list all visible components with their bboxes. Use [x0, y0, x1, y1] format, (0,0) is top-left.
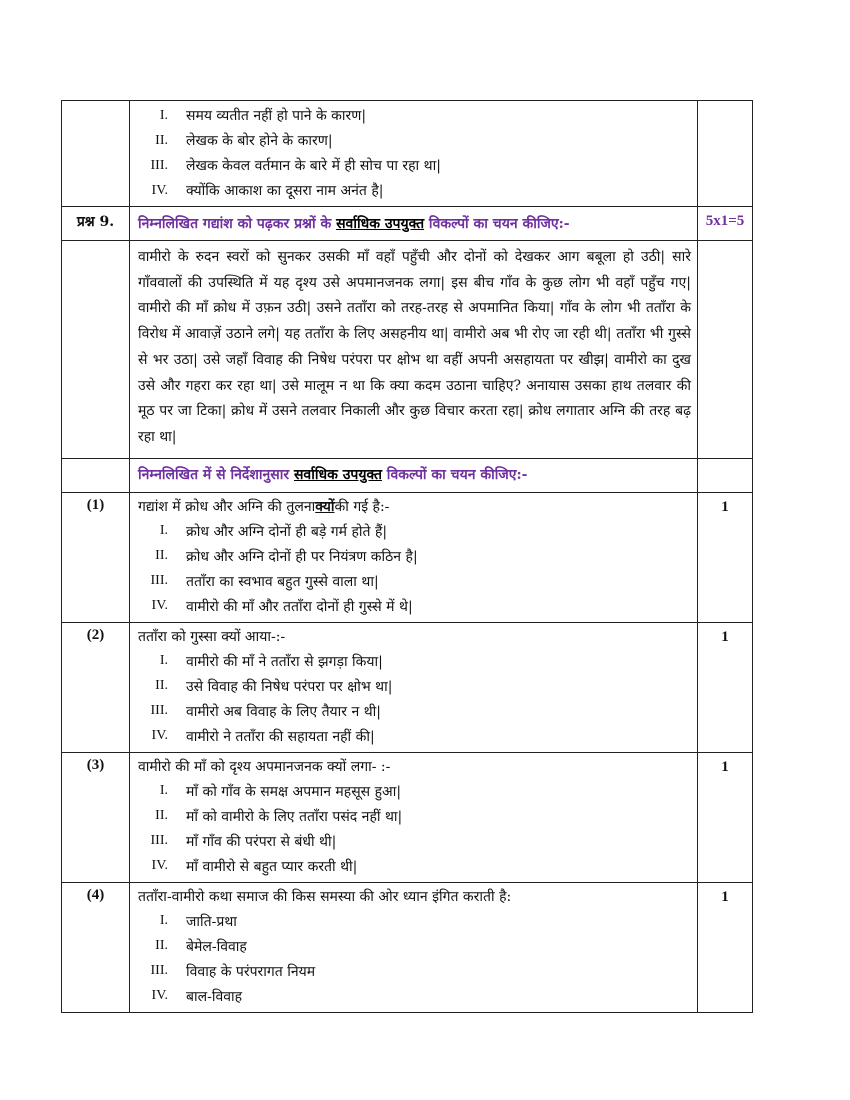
option-item: [138, 984, 691, 1009]
option-roman: III.: [150, 963, 168, 979]
prev-question-row: [62, 101, 753, 207]
option-text: विवाह के परंपरागत नियम: [186, 963, 316, 980]
option-text: समय व्यतीत नहीं हो पाने के कारण|: [186, 108, 367, 124]
question-table: [61, 100, 753, 1013]
sub-instruction-cell: [130, 458, 698, 492]
option-text: क्योंकि आकाश का दूसरा नाम अनंत है|: [186, 183, 384, 199]
option-roman: III.: [150, 703, 168, 719]
option-roman: I.: [159, 523, 168, 539]
prev-marks-cell: [698, 101, 753, 207]
q9-header-row: [62, 207, 753, 241]
option-text: बेमेल-विवाह: [186, 938, 247, 955]
option-roman: I.: [159, 913, 168, 929]
question-marks: 1: [698, 882, 753, 1012]
passage-cell: [130, 241, 698, 459]
option-roman: II.: [155, 808, 168, 824]
option-item: [138, 804, 691, 829]
passage-number-cell: [62, 241, 130, 459]
option-text: वामीरो की माँ ने तताँरा से झगड़ा किया|: [186, 653, 383, 670]
option-item: [138, 854, 691, 879]
option-roman: IV.: [151, 598, 168, 614]
option-roman: III.: [150, 157, 168, 173]
option-text: बाल-विवाह: [186, 988, 243, 1005]
option-roman: I.: [159, 783, 168, 799]
question-row: [62, 882, 753, 1012]
option-item: [138, 649, 691, 674]
sub-instruction: [138, 461, 691, 489]
instruction-emphasis: सर्वाधिक उपयुक्त: [336, 216, 425, 232]
option-item: [138, 519, 691, 544]
prev-options-cell: [130, 101, 698, 207]
option-roman: IV.: [151, 988, 168, 1004]
q9-instruction-cell: [130, 207, 698, 241]
option-roman: IV.: [151, 182, 168, 198]
question-stem: [138, 755, 691, 779]
passage-marks-cell: [698, 241, 753, 459]
passage-text: वामीरो के रुदन स्वरों को सुनकर उसकी माँ वहाँ पहुँची और दोनों को देखकर आग बबूला हो उठी| सारे गाँववालों की उपस्थिति में यह दृश्य उसे अपमानजनक लगा| इस बीच गाँव के कुछ लोग भी वहाँ पहुँच गए| वामीरो की माँ क्रोध में उफ़न उठी| उसने तताँरा को तरह-तरह से अपमानित किया| गाँव के लोग भी तताँरा के विरोध में आवाज़ें उठाने लगे| यह तताँरा के लिए असहनीय था| वामीरो अब भी रोए जा रही थी| तताँरा भी गुस्से से भर उठा| उसे जहाँ विवाह की निषेध परंपरा पर क्षोभ था वहीं अपनी असहायता पर खीझ| वामीरो का दुख उसे और गहरा कर रहा था| उसे मालूम न था कि क्या कदम उठाना चाहिए? अनायास उसका हाथ तलवार की मूठ पर जा टिका| क्रोध में उसने तलवार निकाली और कुछ विचार करता रहा| क्रोध लगातार अग्नि की तरह बढ़ रहा था|: [138, 249, 691, 445]
option-roman: I.: [159, 653, 168, 669]
stem-emphasis: क्यों: [315, 499, 335, 516]
question-stem: [138, 885, 691, 909]
question-cell: [130, 752, 698, 882]
stem-text: तताँरा को गुस्सा क्यों आया-:-: [138, 629, 286, 646]
option-roman: II.: [155, 678, 168, 694]
instruction-text: निम्नलिखित गद्यांश को पढ़कर प्रश्नों के: [138, 216, 337, 232]
option-text: माँ को वामीरो के लिए तताँरा पसंद नहीं था|: [186, 808, 403, 825]
question-cell: [130, 622, 698, 752]
instruction-text: निम्नलिखित में से निर्देशानुसार: [138, 466, 294, 483]
question-stem: [138, 495, 691, 519]
question-marks: 1: [698, 622, 753, 752]
prev-number-cell: [62, 101, 130, 207]
question-marks: 1: [698, 752, 753, 882]
option-item: [138, 569, 691, 594]
passage-row: [62, 241, 753, 459]
option-item: [138, 829, 691, 854]
option-text: माँ वामीरो से बहुत प्यार करती थी|: [186, 858, 358, 875]
question-stem: [138, 625, 691, 649]
option-item: [138, 128, 691, 153]
option-text: वामीरो अब विवाह के लिए तैयार न थी|: [186, 703, 381, 720]
option-item: [138, 103, 691, 128]
option-roman: II.: [155, 548, 168, 564]
option-roman: III.: [150, 833, 168, 849]
option-item: [138, 934, 691, 959]
option-roman: III.: [150, 573, 168, 589]
option-text: लेखक केवल वर्तमान के बारे में ही सोच पा रहा था|: [186, 158, 441, 174]
sub-instruction-number-cell: [62, 458, 130, 492]
option-roman: II.: [155, 132, 168, 148]
option-text: लेखक के बोर होने के कारण|: [186, 133, 333, 149]
question-marks: 1: [698, 492, 753, 622]
q9-marks: 5x1=5: [698, 207, 753, 241]
option-item: [138, 544, 691, 569]
stem-text: वामीरो की माँ को दृश्य अपमानजनक क्यों लगा- :-: [138, 759, 391, 776]
option-text: माँ गाँव की परंपरा से बंधी थी|: [186, 833, 337, 850]
option-text: क्रोध और अग्नि दोनों ही पर नियंत्रण कठिन है|: [186, 548, 418, 565]
question-number: प्रश्न 9.: [62, 207, 130, 241]
instruction-text: विकल्पों का चयन कीजिए:-: [381, 466, 528, 483]
question-row: [62, 752, 753, 882]
instruction-emphasis: सर्वाधिक उपयुक्त: [293, 466, 382, 483]
instruction-text: विकल्पों का चयन कीजिए:-: [424, 216, 570, 232]
option-item: [138, 959, 691, 984]
option-item: [138, 724, 691, 749]
sub-question-number: (1): [62, 492, 130, 622]
option-roman: IV.: [151, 728, 168, 744]
option-text: तताँरा का स्वभाव बहुत गुस्से वाला था|: [186, 573, 379, 590]
option-item: [138, 674, 691, 699]
sub-question-number: (2): [62, 622, 130, 752]
option-item: [138, 909, 691, 934]
question-cell: [130, 882, 698, 1012]
option-text: उसे विवाह की निषेध परंपरा पर क्षोभ था|: [186, 678, 393, 695]
option-roman: II.: [155, 938, 168, 954]
question-cell: [130, 492, 698, 622]
option-item: [138, 779, 691, 804]
option-item: [138, 153, 691, 178]
stem-text: गद्यांश में क्रोध और अग्नि की तुलना: [138, 499, 316, 516]
option-text: वामीरो ने तताँरा की सहायता नहीं की|: [186, 728, 375, 745]
question-row: [62, 492, 753, 622]
sub-instruction-marks-cell: [698, 458, 753, 492]
option-item: [138, 699, 691, 724]
option-roman: IV.: [151, 858, 168, 874]
option-text: जाति-प्रथा: [186, 913, 237, 930]
stem-text: तताँरा-वामीरो कथा समाज की किस समस्या की ओर ध्यान इंगित कराती है:: [138, 889, 512, 906]
sub-question-number: (4): [62, 882, 130, 1012]
option-text: क्रोध और अग्नि दोनों ही बड़े गर्म होते हैं|: [186, 523, 388, 540]
sub-question-number: (3): [62, 752, 130, 882]
question-row: [62, 622, 753, 752]
option-text: वामीरो की माँ और तताँरा दोनों ही गुस्से में थे|: [186, 598, 413, 615]
option-item: [138, 178, 691, 203]
q9-instruction: [138, 209, 691, 237]
option-item: [138, 594, 691, 619]
option-text: माँ को गाँव के समक्ष अपमान महसूस हुआ|: [186, 783, 402, 800]
sub-instruction-row: [62, 458, 753, 492]
stem-text: की गई है:-: [334, 499, 390, 516]
option-roman: I.: [159, 107, 168, 123]
